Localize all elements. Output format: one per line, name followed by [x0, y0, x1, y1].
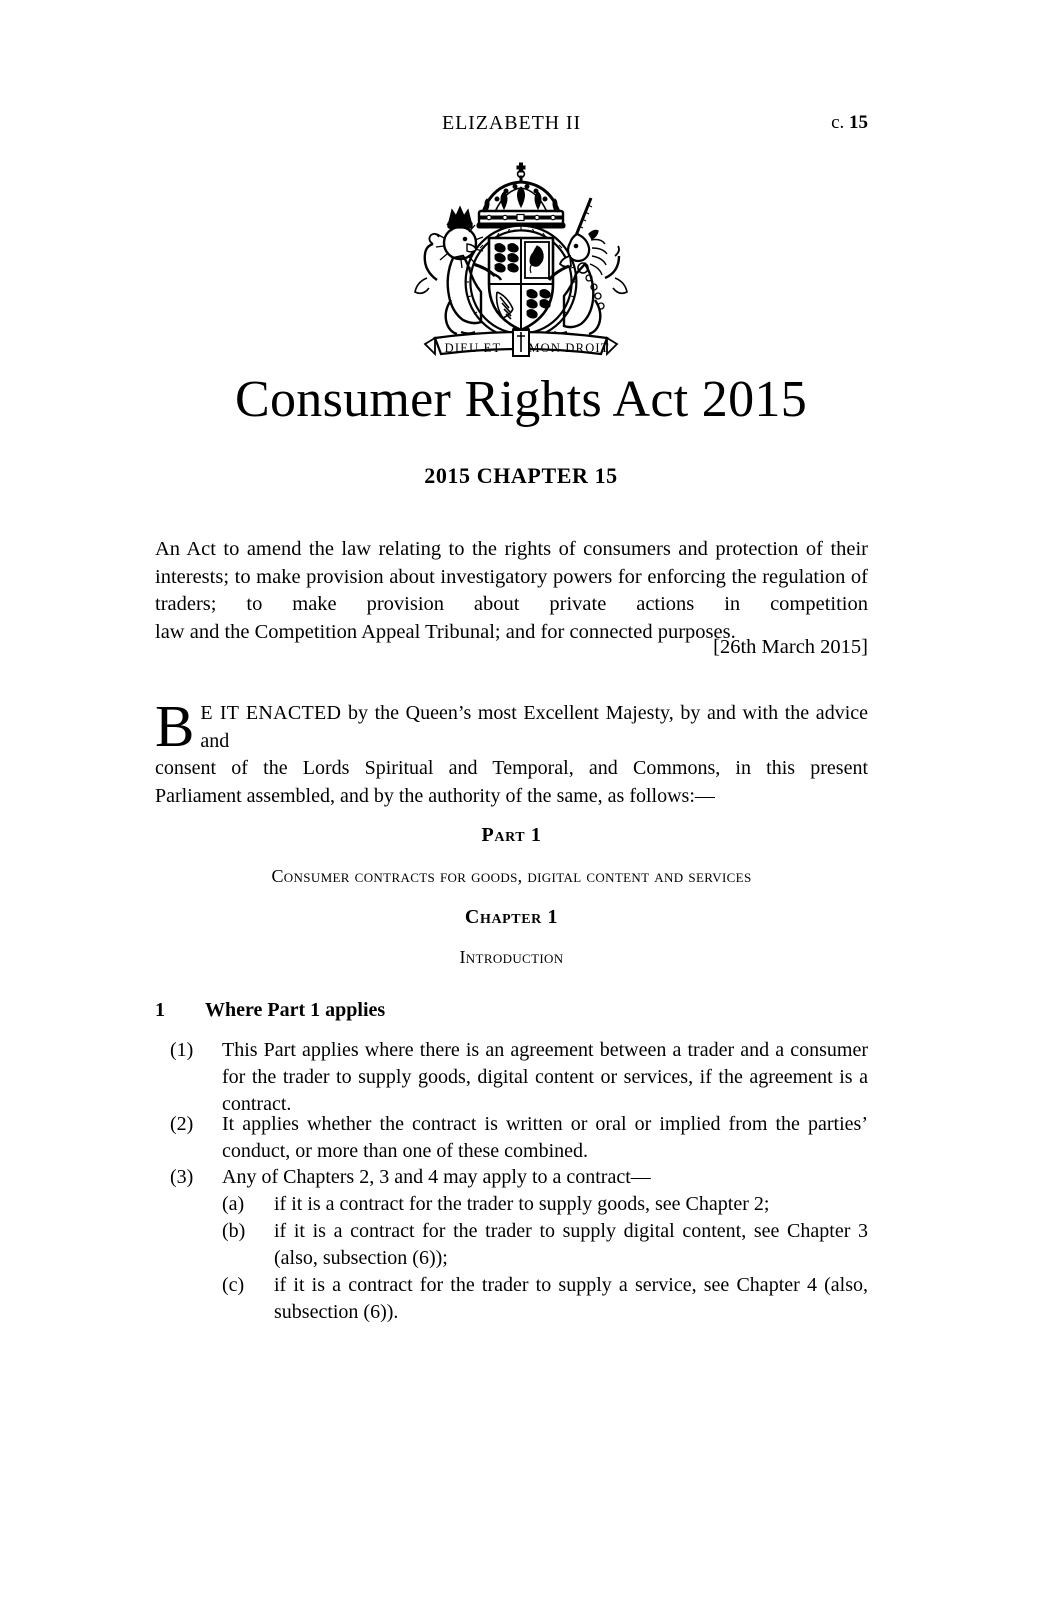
- enacting-formula: [155, 693, 868, 810]
- section-number: 1: [155, 999, 165, 1021]
- paragraph: [222, 1191, 868, 1218]
- long-title-line: An Act to amend the law relating to the rights of consumers and protection of: [155, 538, 823, 560]
- subsection-line: for the trader to supply goods, digital content or services, if the agreement is a: [222, 1066, 868, 1088]
- long-title-line: regulation of traders; to make provision about private actions in competition: [155, 565, 869, 615]
- chapter-reference: [831, 112, 868, 134]
- paragraph-number: (b): [222, 1220, 246, 1242]
- paragraph-number: (c): [222, 1274, 245, 1296]
- enacting-line-1-rest: by the Queen’s most Excellent Majesty, by and with the advice and: [200, 702, 868, 752]
- enacting-line-3: Parliament assembled, and by the authority of the same, as follows:—: [155, 784, 715, 807]
- monarch-name: ELIZABETH II: [441, 112, 582, 134]
- long-title-line: law and the Competition Appeal Tribunal; and for connected purposes.: [155, 620, 736, 643]
- section-title: Where Part 1 applies: [205, 999, 386, 1021]
- chapter-heading: Chapter 1: [464, 906, 559, 928]
- subsection: [170, 1164, 868, 1326]
- subsection-line: conduct, or more than one of these combined.: [222, 1140, 588, 1162]
- paragraph: [222, 1218, 868, 1272]
- enacting-line-2: consent of the Lords Spiritual and Temporal, and Commons, in this present: [155, 757, 868, 779]
- paragraph-line: if it is a contract for the trader to supply goods, see Chapter 2;: [274, 1193, 770, 1215]
- paragraph-text: [274, 1191, 868, 1218]
- subsection-number: (1): [170, 1039, 194, 1061]
- paragraph-line: subsection (6)).: [274, 1301, 399, 1323]
- paragraph-text: [274, 1218, 868, 1272]
- paragraph: [222, 1272, 868, 1326]
- subsection-text: [222, 1037, 868, 1118]
- subsection: [170, 1037, 868, 1118]
- paragraph-line: if it is a contract for the trader to supply digital content, see Chapter 3: [274, 1220, 868, 1242]
- act-chapter-line: 2015 CHAPTER 15: [424, 463, 618, 488]
- subsection-number: (3): [170, 1166, 194, 1188]
- long-title: [155, 536, 868, 646]
- enacting-dropcap: B: [155, 693, 195, 759]
- long-title-line: their interests; to make provision about investigatory powers for enforcing the: [155, 538, 869, 588]
- royal-coat-of-arms-icon: [405, 160, 637, 365]
- chapter-reference-number: 15: [849, 112, 868, 133]
- subsection-number: (2): [170, 1113, 194, 1135]
- paragraph-line: (also, subsection (6));: [274, 1247, 448, 1269]
- subsection-line: This Part applies where there is an agreement between a trader and a consumer: [222, 1039, 868, 1061]
- paragraph-text: [274, 1272, 868, 1326]
- paragraph-line: if it is a contract for the trader to supply a service, see Chapter 4 (also,: [274, 1274, 868, 1296]
- chapter-reference-prefix: c.: [831, 112, 845, 133]
- svg-text:DIEU ET: DIEU ET: [444, 341, 502, 355]
- subsection-line: contract.: [222, 1093, 292, 1115]
- subsection: [170, 1111, 868, 1165]
- part-subtitle: Consumer contracts for goods, digital content and services: [271, 866, 752, 886]
- crosshead-introduction: Introduction: [459, 947, 564, 967]
- subsection-lead-text: Any of Chapters 2, 3 and 4 may apply to a contract—: [222, 1166, 651, 1188]
- running-head: [155, 112, 868, 135]
- royal-assent-date: [26th March 2015]: [713, 636, 868, 658]
- paragraph-number: (a): [222, 1193, 245, 1215]
- part-heading: Part 1: [481, 824, 542, 846]
- svg-text:MON DROIT: MON DROIT: [528, 341, 610, 355]
- subsection-text: [222, 1164, 868, 1191]
- subsection-text: [222, 1111, 868, 1165]
- enacting-smallcaps: E IT ENACTED: [200, 702, 342, 724]
- enacting-line-1: [155, 693, 868, 759]
- subsection-line: It applies whether the contract is written or oral or implied from the parties’: [222, 1113, 868, 1135]
- act-title: Consumer Rights Act 2015: [235, 371, 807, 428]
